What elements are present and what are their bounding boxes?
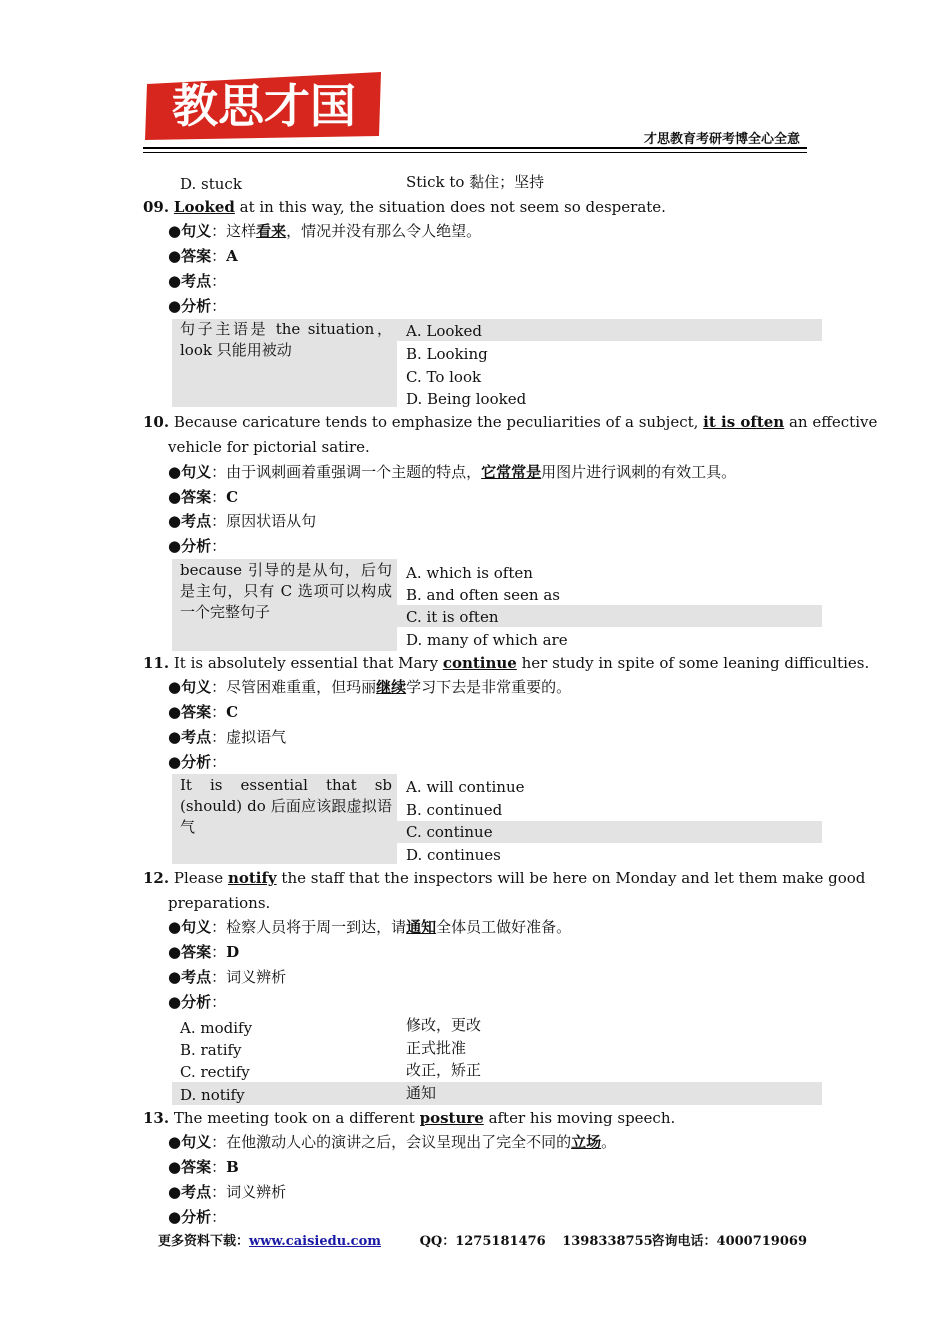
footer-qq-2: 1398338755 bbox=[562, 1234, 653, 1249]
q12-question-line2: preparations. bbox=[168, 894, 271, 912]
q10-analysis-text: because 引导的是从句，后句是主句，只有 C 选项可以构成一个完整句子 bbox=[180, 561, 392, 621]
q09-option-b: B. Looking bbox=[406, 345, 488, 363]
header-rule bbox=[143, 147, 807, 149]
q09-option-d: D. Being looked bbox=[406, 390, 527, 408]
q12-word-a: A. modify bbox=[180, 1019, 253, 1037]
q09-meaning: ●句义：这样看来，情况并没有那么令人绝望。 bbox=[168, 222, 482, 240]
q10-question: 10. Because caricature tends to emphasize the peculiarities of a subject, it is often an effective bbox=[143, 413, 878, 431]
q11-meaning: ●句义：尽管困难重重，但玛丽继续学习下去是非常重要的。 bbox=[168, 678, 572, 696]
q12-meaning: ●句义：检察人员将于周一到达，请通知全体员工做好准备。 bbox=[168, 918, 572, 936]
q13-answer: ●答案：B bbox=[168, 1158, 239, 1176]
q09-answer: ●答案：A bbox=[168, 247, 238, 265]
q13-question: 13. The meeting took on a different posture after his moving speech. bbox=[143, 1109, 676, 1127]
footer-qq-label: QQ： bbox=[419, 1234, 456, 1249]
q12-answer: ●答案：D bbox=[168, 943, 240, 961]
q10-point: ●考点：原因状语从句 bbox=[168, 512, 317, 530]
q12-analysis-label: ●分析： bbox=[168, 993, 227, 1011]
q12-question: 12. Please notify the staff that the inspectors will be here on Monday and let them make good bbox=[143, 869, 866, 887]
q13-point: ●考点：词义辨析 bbox=[168, 1183, 287, 1201]
q11-analysis-text: It is essential that sb (should) do 后面应该跟虚拟语气 bbox=[180, 776, 392, 836]
footer-download-label: 更多资料下载： bbox=[158, 1234, 250, 1249]
q10-answer: ●答案：C bbox=[168, 488, 239, 506]
footer-qq-1: 1275181476 bbox=[455, 1234, 546, 1249]
q11-answer: ●答案：C bbox=[168, 703, 239, 721]
q08-option-d: D. stuck bbox=[180, 175, 242, 193]
q09-point: ●考点： bbox=[168, 272, 227, 290]
q12-gloss-c: 改正，矫正 bbox=[406, 1061, 482, 1079]
q12-word-c: C. rectify bbox=[180, 1063, 250, 1081]
footer-website-link[interactable]: www.caisiedu.com bbox=[249, 1234, 382, 1249]
q08-note: Stick to 黏住；坚持 bbox=[406, 173, 545, 191]
q12-word-b: B. ratify bbox=[180, 1041, 242, 1059]
q10-option-c: C. it is often bbox=[406, 608, 499, 626]
q11-analysis-label: ●分析： bbox=[168, 753, 227, 771]
q12-gloss-d: 通知 bbox=[406, 1084, 437, 1102]
footer bbox=[158, 1230, 807, 1249]
footer-phone: 咨询电话：4000719069 bbox=[651, 1234, 807, 1249]
header-rule-thin bbox=[143, 152, 807, 153]
q11-point: ●考点：虚拟语气 bbox=[168, 728, 287, 746]
q12-word-d: D. notify bbox=[180, 1086, 245, 1104]
q10-option-d: D. many of which are bbox=[406, 631, 568, 649]
q10-analysis-label: ●分析： bbox=[168, 537, 227, 555]
header-tagline: 才思教育考研考博全心全意 bbox=[643, 132, 800, 147]
q11-question: 11. It is absolutely essential that Mary continue her study in spite of some leaning difficulties. bbox=[143, 654, 870, 672]
q11-option-a: A. will continue bbox=[406, 778, 525, 796]
q09-option-c: C. To look bbox=[406, 368, 482, 386]
logo-text: 教思才国 bbox=[172, 79, 356, 133]
q09-analysis-text: 句子主语是 the situation，look 只能用被动 bbox=[180, 320, 392, 359]
q10-option-a: A. which is often bbox=[406, 564, 533, 582]
q09-analysis-label: ●分析： bbox=[168, 297, 227, 315]
q12-point: ●考点：词义辨析 bbox=[168, 968, 287, 986]
q13-meaning: ●句义：在他激动人心的演讲之后，会议呈现出了完全不同的立场。 bbox=[168, 1133, 617, 1151]
logo bbox=[143, 70, 385, 142]
q10-option-b: B. and often seen as bbox=[406, 586, 560, 604]
q11-option-c: C. continue bbox=[406, 823, 493, 841]
q10-question-line2: vehicle for pictorial satire. bbox=[168, 438, 370, 456]
q11-option-d: D. continues bbox=[406, 846, 501, 864]
q10-meaning: ●句义：由于讽刺画着重强调一个主题的特点，它常常是用图片进行讽刺的有效工具。 bbox=[168, 463, 737, 481]
q13-analysis-label: ●分析： bbox=[168, 1208, 227, 1226]
q09-question: 09. Looked at in this way, the situation does not seem so desperate. bbox=[143, 198, 666, 216]
q12-answer-row-highlight bbox=[172, 1082, 822, 1105]
q09-option-a: A. Looked bbox=[406, 322, 482, 340]
q11-option-b: B. continued bbox=[406, 801, 503, 819]
q12-gloss-a: 修改，更改 bbox=[406, 1016, 482, 1034]
q12-gloss-b: 正式批准 bbox=[406, 1039, 467, 1057]
